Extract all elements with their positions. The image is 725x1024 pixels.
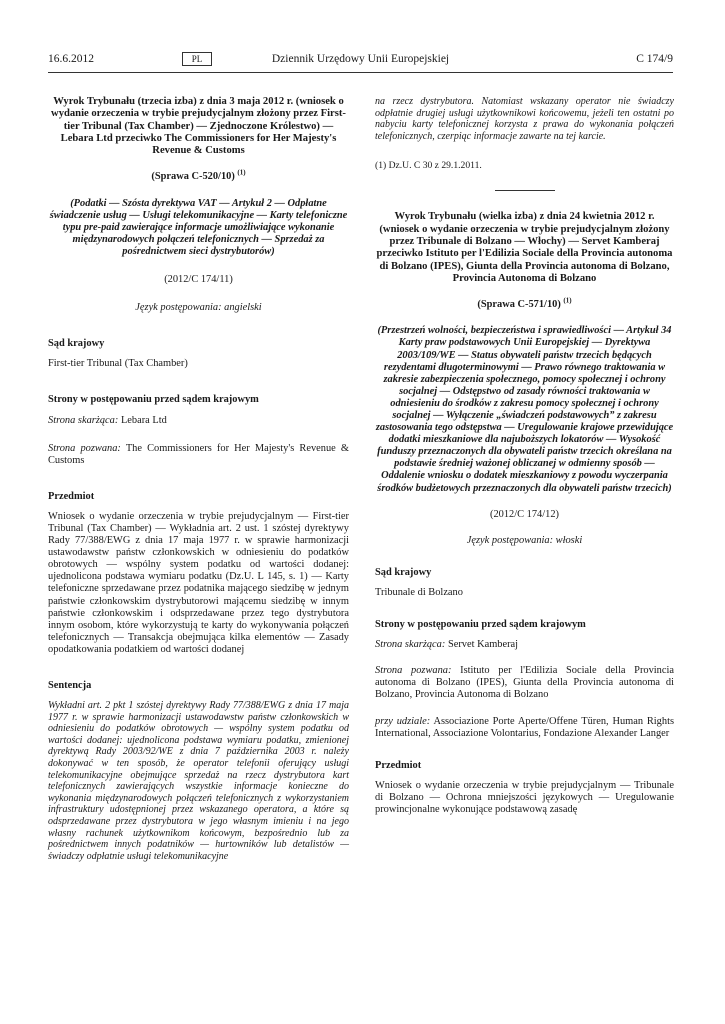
procedure-language: Język postępowania: angielski xyxy=(135,302,262,314)
parties-heading: Strony w postępowaniu przed sądem krajowym xyxy=(375,619,586,631)
judgment-title: Wyrok Trybunału (wielka izba) z dnia 24 kwietnia 2012 r. (wniosek o wydanie orzeczenia w trybie prejudycjalnym złożony przez Tribunale di Bolzano — Włochy) — Servet Kamberaj przeciwko Istituto per l'Edilizia Sociale della Provincia autonoma di Bolzano (IPES), Giunta della Provincia autonoma di Bolzano, Provincia Autonoma di Bolzano xyxy=(376,211,673,284)
page-header xyxy=(48,53,673,71)
subject-text: Wniosek o wydanie orzeczenia w trybie prejudycjalnym — First-tier Tribunal (Tax Chamber) — Wykładnia art. 2 ust. 1 szóstej dyrektywy Rady 77/388/EWG z dnia 17 maja 1977 r. w sprawie harmonizacji ustawodawstw państw członkowskich w odniesieniu do podatków obrotowych — wspólny system podatku od wartości dodanej: ujednolicona podstawa wymiaru podatku (Dz.U. L 145, s. 1) — Karty telefoniczne sprzedawane przez podatnika mającego siedzibę w jednym państwie członkowskim dystrybutorowi mającemu siedzibę w innym państwie członkowskim i odsprzedawane przez tego dystrybutora innym osobom, które wykorzystują te karty do wykonywania połączeń telefonicznych — Transakcja obejmująca kilka elementów — Zasady opodatkowania podatkiem od wartości dodanej xyxy=(48,510,349,655)
intervener: przy udziale: Associazione Porte Aperte/Offene Türen, Human Rights International, Associazione Volontarius, Fondazione Alexander Langer xyxy=(375,715,675,739)
subject-heading: Przedmiot xyxy=(48,490,95,502)
page-number: C 174/9 xyxy=(636,53,673,65)
court-heading: Sąd krajowy xyxy=(48,338,105,350)
left-column xyxy=(48,96,349,862)
keywords: (Podatki — Szósta dyrektywa VAT — Artykuł 2 — Odpłatne świadczenie usług — Usługi telekomunikacyjne — Karty telefoniczne typu pre-paid zawierające informacje umożliwiające wykonanie międzynarodowych połączeń telefonicznych — Sprzedaż za pośrednictwem sieci dystrybutorów) xyxy=(49,197,348,257)
defendant: Strona pozwana: Istituto per l'Edilizia Sociale della Provincia autonoma di Bolzano (IPES), Giunta della Provincia autonoma di Bolzano, Provincia Autonoma di Bolzano xyxy=(375,665,674,701)
footnote: (1) Dz.U. C 30 z 29.1.2011. xyxy=(375,160,482,172)
keywords: (Przestrzeń wolności, bezpieczeństwa i sprawiedliwości — Artykuł 34 Karty praw podstawowych Unii Europejskiej — Dyrektywa 2003/109/WE — Status obywateli państw trzecich będących rezydentami długoterminowymi — Prawo równego traktowania w zakresie zabezpieczenia społecznego, pomocy społecznej i ochrony socjalnej — Odstępstwo od zasady równości traktowania w odniesieniu do środków z zakresu pomocy społecznej i ochrony socjalnej — Wyłączenie „świadczeń podstawowych” z zakresu zastosowania tego odstępstwa — Uregulowanie krajowe przewidujące dodatki mieszkaniowe dla najuboższych lokatorów — Wysokość funduszy przeznaczonych dla obywateli państw trzecich określana na podstawie średniej ważonej obliczanej w odmienny sposób — Oddalenie wniosku o dodatek mieszkaniowy z powodu wyczerpania środków budżetowych przeznaczonych dla obywateli państw trzecich) xyxy=(375,325,674,494)
document-code: (2012/C 174/12) xyxy=(490,508,559,520)
footnote-ref: (1) xyxy=(563,296,572,305)
applicant: Strona skarżąca: Lebara Ltd xyxy=(48,414,167,426)
document-code: (2012/C 174/11) xyxy=(164,274,233,286)
judgment-title: Wyrok Trybunału (trzecia izba) z dnia 3 maja 2012 r. (wniosek o wydanie orzeczenia w trybie prejudycjalnym złożony przez First-tier Tribunal (Tax Chamber) — Zjednoczone Królestwo) — Lebara Ltd przeciwko The Commissioners for Her Majesty's Revenue & Customs xyxy=(51,96,346,157)
subject-heading: Przedmiot xyxy=(375,759,422,771)
case-number: (Sprawa C-571/10) $^{(1)}$ xyxy=(477,296,572,311)
procedure-language: Język postępowania: włoski xyxy=(466,534,583,546)
ruling-text: Wykładni art. 2 pkt 1 szóstej dyrektywy Rady 77/388/EWG z dnia 17 maja 1977 r. w sprawie harmonizacji ustawodawstw państw członkowskich w odniesieniu do podatków obrotowych — wspólny system podatku od wartości dodanej: ujednolicona podstawa wymiaru podatku, zmienionej dyrektywą Rady 2003/92/WE z dnia 7 października 2003 r. należy dokonywać w ten sposób, że operator telefonii oferujący usługi telekomunikacyjne obejmujące sprzedaż na rzecz dystrybutora kart telefonicznych zawierających wszystkie informacje konieczne do wykonania międzynarodowych połączeń telefonicznych z wykorzystaniem infrastruktury udostępnionej przez wskazanego operatora, a które są odsprzedawane przez dystrybutora w jego własnym imieniu i na jego własny rachunek użytkownikom końcowym, bezpośrednio lub za pośrednictwem innych podatników — hurtowników lub detalistów — świadczy odpłatnie usługi telekomunikacyjne xyxy=(48,700,349,862)
ruling-continuation: na rzecz dystrybutora. Natomiast wskazany operator nie świadczy odpłatnie drugiej usługi użytkownikowi końcowemu, jeżeli ten ostatni po nabyciu karty telefonicznej korzysta z prawa do wykonania połączeń telefonicznych, czerpiąc informacje zawarte na tej karcie. xyxy=(375,96,674,142)
defendant: Strona pozwana: The Commissioners for Her Majesty's Revenue & Customs xyxy=(48,442,349,466)
parties-heading: Strony w postępowaniu przed sądem krajowym xyxy=(48,394,259,406)
subject-text: Wniosek o wydanie orzeczenia w trybie prejudycjalnym — Tribunale di Bolzano — Ochrona mniejszości językowych — Uregulowanie prowincjonalne wykonujące podstawową zasadę xyxy=(375,779,674,815)
language-badge: PL xyxy=(182,52,212,66)
right-column xyxy=(375,96,674,816)
court-name: Tribunale di Bolzano xyxy=(375,586,463,598)
publication-date: 16.6.2012 xyxy=(48,53,94,65)
ruling-heading: Sentencja xyxy=(48,680,92,692)
footnote-ref: (1) xyxy=(237,169,246,178)
journal-title: Dziennik Urzędowy Unii Europejskiej xyxy=(271,53,450,65)
case-number: (Sprawa C-520/10) $^{(1)}$ xyxy=(151,169,246,183)
header-rule xyxy=(48,72,673,73)
applicant: Strona skarżąca: Servet Kamberaj xyxy=(375,639,519,651)
court-heading: Sąd krajowy xyxy=(375,566,432,578)
court-name: First-tier Tribunal (Tax Chamber) xyxy=(48,358,188,370)
